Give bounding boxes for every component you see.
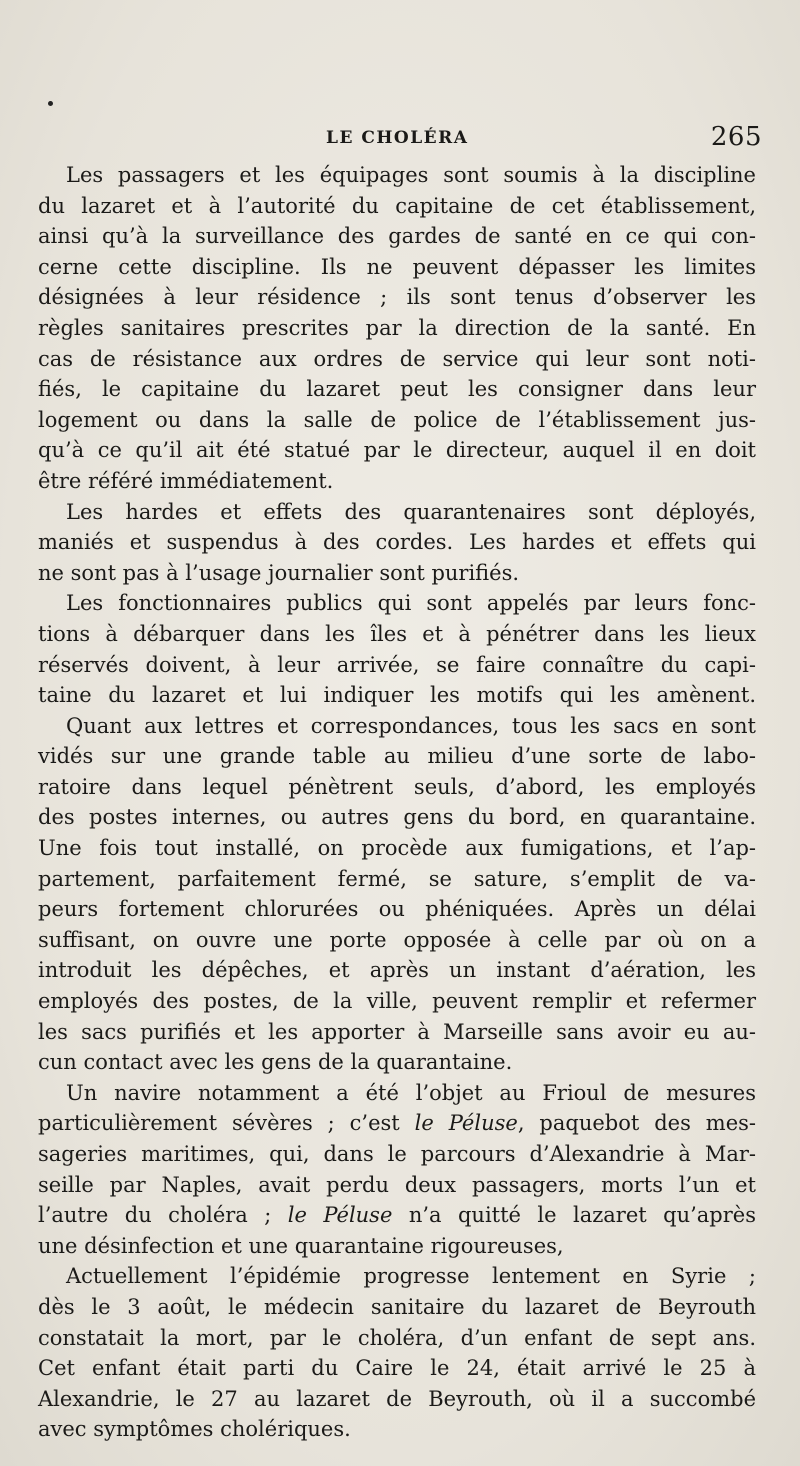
- text-line: fiés, le capitaine du lazaret peut les consigner dans leur: [38, 377, 756, 402]
- ink-speck: [48, 101, 53, 106]
- body-text: [38, 160, 756, 1445]
- text-line: sageries maritimes, qui, dans le parcours d’Alexandrie à Mar-: [38, 1142, 756, 1166]
- text-line: avec symptômes cholériques.: [38, 1417, 351, 1442]
- text-line: particulièrement sévères ; c’est le Péluse, paquebot des mes-: [38, 1111, 757, 1136]
- text-line: dès le 3 août, le médecin sanitaire du lazaret de Beyrouth: [38, 1294, 756, 1319]
- text-line: Les passagers et les équipages sont soumis à la discipline: [66, 163, 756, 187]
- text-line: des postes internes, ou autres gens du bord, en quarantaine.: [38, 805, 756, 830]
- page-header: [38, 120, 762, 156]
- text-line: logement ou dans la salle de police de l’établissement jus-: [38, 407, 756, 432]
- text-line: ne sont pas à l’usage journalier sont purifiés.: [38, 560, 520, 585]
- text-line: peurs fortement chlorurées ou phéniquées. Après un délai: [38, 897, 756, 922]
- text-line: qu’à ce qu’il ait été statué par le directeur, auquel il en doit: [38, 438, 756, 463]
- running-title: LE CHOLÉRA: [326, 128, 469, 148]
- text-line: cas de résistance aux ordres de service qui leur sont noti-: [38, 346, 756, 371]
- text-line: Quant aux lettres et correspondances, tous les sacs en sont: [66, 713, 756, 738]
- text-line: Un navire notamment a été l’objet au Frioul de mesures: [66, 1080, 756, 1105]
- text-line: du lazaret et à l’autorité du capitaine de cet établissement,: [38, 193, 756, 218]
- text-line: tions à débarquer dans les îles et à pénétrer dans les lieux: [38, 621, 756, 646]
- text-line: Alexandrie, le 27 au lazaret de Beyrouth, où il a succombé: [38, 1386, 756, 1411]
- text-line: seille par Naples, avait perdu deux passagers, morts l’un et: [38, 1172, 756, 1197]
- text-line: cerne cette discipline. Ils ne peuvent dépasser les limites: [38, 254, 756, 279]
- text-line: l’autre du choléra ; le Péluse n’a quitté le lazaret qu’après: [38, 1203, 756, 1228]
- text-line: introduit les dépêches, et après un instant d’aération, les: [38, 958, 756, 983]
- text-line: maniés et suspendus à des cordes. Les hardes et effets qui: [38, 530, 756, 555]
- text-line: suffisant, on ouvre une porte opposée à celle par où on a: [38, 927, 756, 952]
- text-line: ratoire dans lequel pénètrent seuls, d’abord, les employés: [38, 774, 756, 799]
- text-line: constatait la mort, par le choléra, d’un enfant de sept ans.: [38, 1325, 756, 1350]
- text-line: Cet enfant était parti du Caire le 24, était arrivé le 25 à: [38, 1356, 756, 1381]
- text-line: Les fonctionnaires publics qui sont appelés par leurs fonc-: [66, 591, 756, 616]
- text-line: partement, parfaitement fermé, se sature, s’emplit de va-: [38, 866, 756, 891]
- text-line: désignées à leur résidence ; ils sont tenus d’observer les: [38, 285, 756, 310]
- ship-name: le Péluse: [287, 1203, 393, 1228]
- page-number: 265: [710, 122, 762, 152]
- text-line: Une fois tout installé, on procède aux fumigations, et l’ap-: [38, 836, 756, 861]
- text-line: Actuellement l’épidémie progresse lentement en Syrie ;: [66, 1264, 756, 1289]
- text-line: vidés sur une grande table au milieu d’une sorte de labo-: [38, 744, 756, 769]
- ship-name: le Péluse: [414, 1111, 518, 1136]
- text-line: cun contact avec les gens de la quarantaine.: [38, 1050, 513, 1075]
- text-line: Les hardes et effets des quarantenaires sont déployés,: [66, 499, 756, 524]
- text-line: règles sanitaires prescrites par la direction de la santé. En: [38, 315, 756, 340]
- text-line: les sacs purifiés et les apporter à Marseille sans avoir eu au-: [38, 1019, 756, 1044]
- text-line: employés des postes, de la ville, peuvent remplir et refermer: [38, 989, 756, 1014]
- text-line: ainsi qu’à la surveillance des gardes de santé en ce qui con-: [38, 224, 756, 249]
- text-line: une désinfection et une quarantaine rigoureuses,: [38, 1233, 564, 1258]
- text-line: réservés doivent, à leur arrivée, se faire connaître du capi-: [38, 652, 756, 677]
- text-line: être référé immédiatement.: [38, 468, 334, 493]
- text-line: taine du lazaret et lui indiquer les motifs qui les amènent.: [38, 683, 756, 708]
